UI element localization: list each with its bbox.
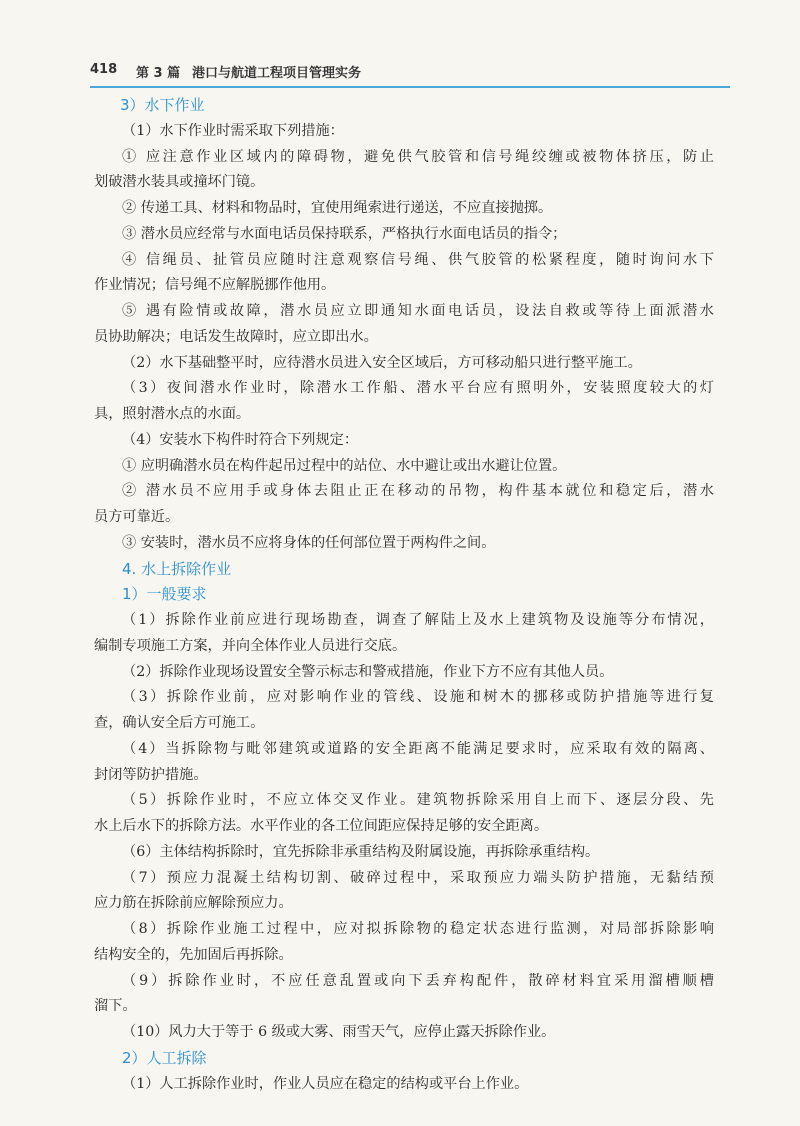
text-line: （7）预应力混凝土结构切割、破碎过程中，采取预应力端头防护措施，无黏结预: [122, 869, 714, 886]
text-line: （2）拆除作业现场设置安全警示标志和警戒措施，作业下方不应有其他人员。: [122, 663, 614, 680]
part-label: 第 3 篇: [136, 66, 181, 81]
section-heading: 4. 水上拆除作业: [122, 559, 232, 578]
text-line: 溜下。: [94, 998, 137, 1015]
text-line: （1）水下作业时需采取下列措施：: [122, 122, 344, 139]
page-body: [94, 93, 714, 1097]
page-number: 418: [90, 62, 118, 77]
text-line: ③ 安装时，潜水员不应将身体的任何部位置于两构件之间。: [122, 534, 496, 551]
text-line: 作业情况；信号绳不应解脱挪作他用。: [94, 277, 336, 294]
header-rule: [90, 86, 730, 88]
text-line: 封闭等防护措施。: [94, 766, 208, 783]
text-line: ② 传递工具、材料和物品时，宜使用绳索进行递送，不应直接抛掷。: [122, 200, 553, 216]
text-line: （9）拆除作业时，不应任意乱置或向下丢弃构配件，散碎材料宜采用溜槽顺槽: [122, 972, 714, 989]
text-line: （10）风力大于等于 6 级或大雾、雨雪天气，应停止露天拆除作业。: [122, 1024, 556, 1040]
text-line: （6）主体结构拆除时，宜先拆除非承重结构及附属设施，再拆除承重结构。: [122, 843, 600, 860]
text-line: （1）拆除作业前应进行现场勘查，调查了解陆上及水上建筑物及设施等分布情况，: [122, 612, 714, 628]
book-title: 港口与航道工程项目管理实务: [192, 66, 362, 81]
text-line: （3）夜间潜水作业时，除潜水工作船、潜水平台应有照明外，安装照度较大的灯: [122, 380, 714, 397]
running-header: [90, 62, 730, 88]
text-line: ② 潜水员不应用手或身体去阻止正在移动的吊物，构件基本就位和稳定后，潜水: [122, 483, 714, 500]
text-line: ④ 信绳员、扯管员应随时注意观察信号绳、供气胶管的松紧程度，随时询问水下: [122, 251, 714, 268]
section-heading: 1）一般要求: [122, 585, 207, 604]
text-line: （5）拆除作业时，不应立体交叉作业。建筑物拆除采用自上而下、逐层分段、先: [122, 792, 714, 809]
text-line: ① 应明确潜水员在构件起吊过程中的站位、水中避让或出水避让位置。: [122, 457, 567, 474]
text-line: （4）安装水下构件时符合下列规定：: [122, 431, 359, 448]
text-line: 员协助解决；电话发生故障时，应立即出水。: [94, 328, 378, 345]
text-line: （3）拆除作业前，应对影响作业的管线、设施和树木的挪移或防护措施等进行复: [122, 689, 714, 706]
text-line: 员方可靠近。: [94, 509, 180, 525]
text-line: （4）当拆除物与毗邻建筑或道路的安全距离不能满足要求时，应采取有效的隔离、: [122, 740, 714, 757]
text-line: 水上后水下的拆除方法。水平作业的各工位间距应保持足够的安全距离。: [94, 818, 549, 834]
text-line: ① 应注意作业区域内的障碍物，避免供气胶管和信号绳绞缠或被物体挤压，防止: [122, 148, 714, 165]
text-line: ③ 潜水员应经常与水面电话员保持联系，严格执行水面电话员的指令；: [122, 225, 567, 242]
text-line: 结构安全的，先加固后再拆除。: [94, 946, 293, 963]
text-line: 划破潜水装具或撞坏门镜。: [94, 174, 265, 191]
text-line: 应力筋在拆除前应解除预应力。: [94, 895, 293, 912]
text-line: 编制专项施工方案，并向全体作业人员进行交底。: [94, 637, 407, 654]
text-line: （2）水下基础整平时，应待潜水员进入安全区域后，方可移动船只进行整平施工。: [122, 354, 642, 371]
text-line: 具，照射潜水点的水面。: [94, 406, 251, 422]
section-heading: 2）人工拆除: [122, 1048, 207, 1067]
text-line: 查，确认安全后方可施工。: [94, 715, 265, 731]
text-line: （1）人工拆除作业时，作业人员应在稳定的结构或平台上作业。: [122, 1075, 529, 1092]
text-line: ⑤ 遇有险情或故障，潜水员应立即通知水面电话员，设法自救或等待上面派潜水: [122, 303, 714, 319]
text-line: （8）拆除作业施工过程中，应对拟拆除物的稳定状态进行监测，对局部拆除影响: [122, 921, 714, 937]
section-heading: 3）水下作业: [120, 96, 205, 114]
